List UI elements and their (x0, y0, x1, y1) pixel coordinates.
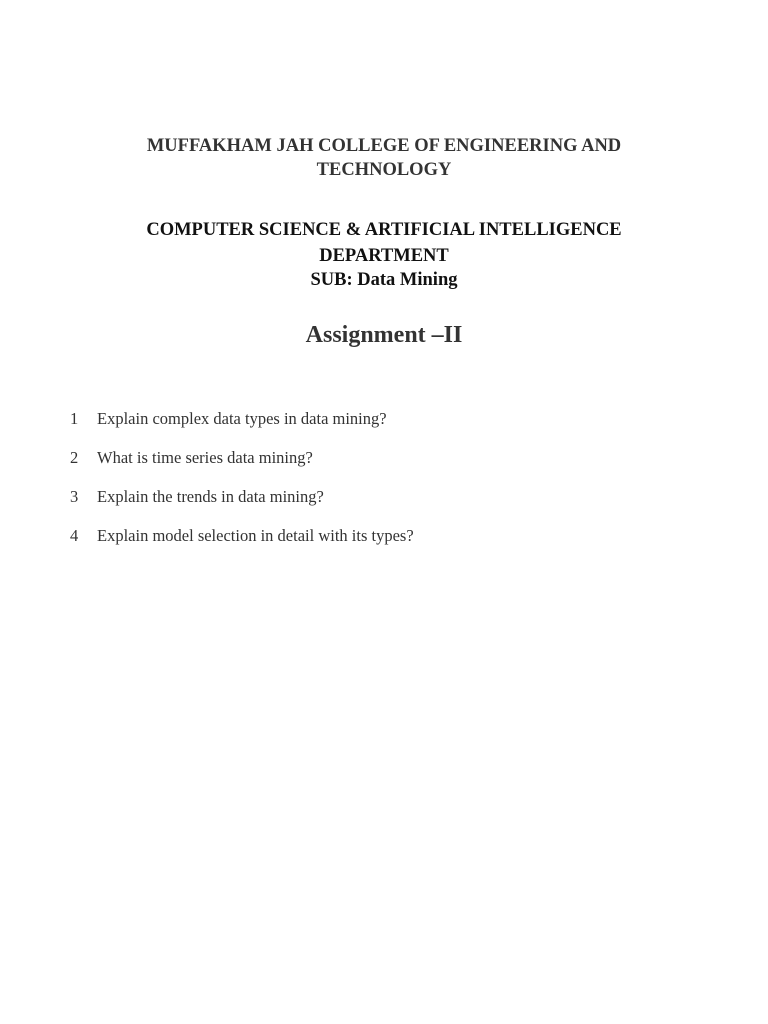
department-name-line-1: COMPUTER SCIENCE & ARTIFICIAL INTELLIGENCE (146, 220, 622, 240)
subject-line: SUB: Data Mining (310, 270, 458, 290)
college-name-line-2: TECHNOLOGY (316, 160, 452, 180)
question-number: 3 (70, 487, 79, 506)
question-text: What is time series data mining? (97, 448, 313, 467)
assignment-title: Assignment –II (305, 322, 463, 348)
question-item (66, 525, 706, 564)
question-item (66, 408, 706, 447)
department-name-line-2: DEPARTMENT (319, 246, 449, 266)
question-number: 4 (70, 526, 79, 545)
college-name (100, 134, 668, 182)
question-number: 1 (70, 409, 79, 428)
question-number: 2 (70, 448, 79, 467)
question-text: Explain complex data types in data mining? (97, 409, 387, 428)
question-text: Explain the trends in data mining? (97, 487, 324, 506)
college-name-line-1: MUFFAKHAM JAH COLLEGE OF ENGINEERING AND (146, 136, 622, 156)
question-text: Explain model selection in detail with its types? (97, 526, 414, 545)
question-list (66, 408, 706, 564)
question-item (66, 486, 706, 525)
question-item (66, 447, 706, 486)
department-name (100, 217, 668, 269)
